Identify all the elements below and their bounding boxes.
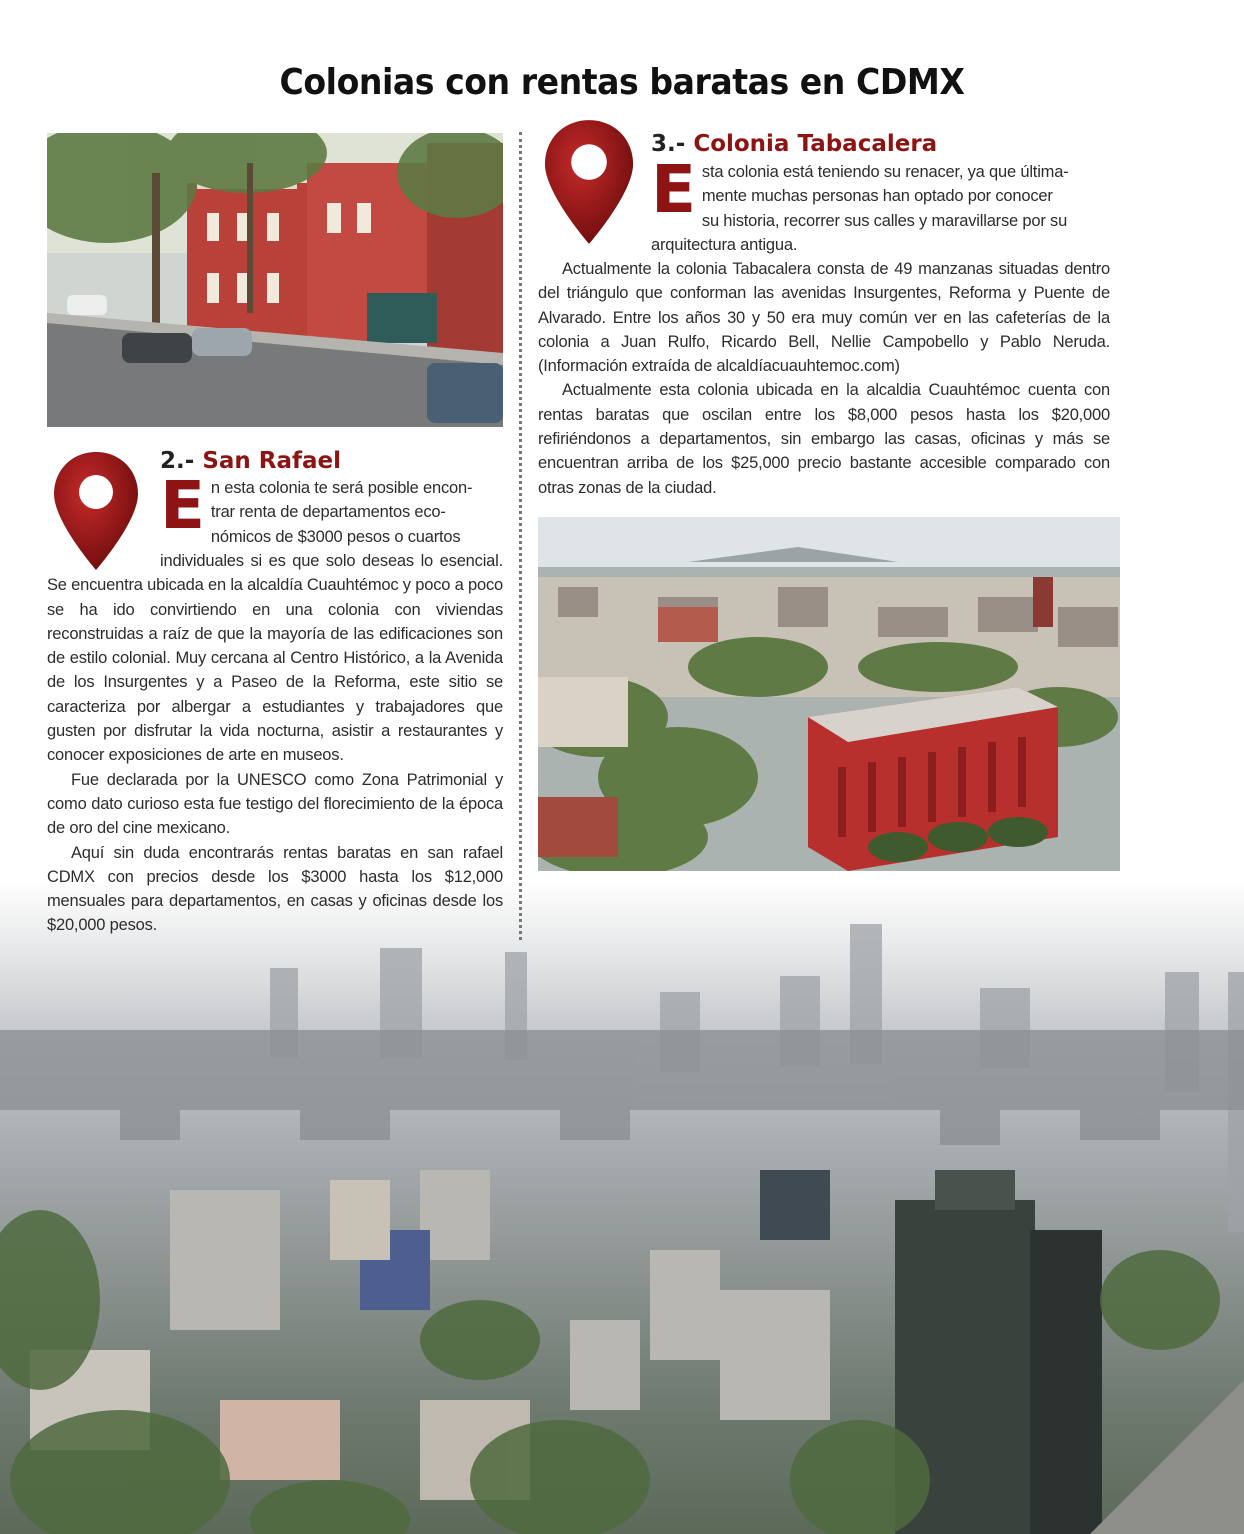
intro-line: sta colonia está teniendo su renacer, ya que última- (701, 163, 1069, 181)
paragraph-text: individuales si es que solo deseas lo esencial. Se encuentra ubicada en la alcaldía Cuauhtémoc y poco a poco se ha ido convirtiendo en una colonia con viviendas reconstruidas a raíz de que la mayoría de las edificaciones son de estilo colonial. Muy cercana al Centro Histórico, a la Avenida de los Insurgentes y a Paseo de la Reforma, este sitio se caracteriza por albergar a estudiantes y trabajadores que gusten por disfrutar la vida nocturna, asistir a restaurantes y conocer exposiciones de arte en museos. (47, 552, 503, 765)
intro-line: mente muchas personas han optado por conocer (701, 187, 1053, 206)
san-rafael-article (160, 467, 497, 549)
tabacalera-body (538, 257, 1110, 500)
paragraph: Actualmente esta colonia ubicada en la alcaldia Cuauhtémoc cuenta con rentas baratas que oscilan entre los $8,000 pesos hasta los $20,000 refiriéndonos a departamentos, sin embargo las casas, oficinas y más se encuentran arriba de los $25,000 precio bastante accesible comparado con otras zonas de la ciudad. (538, 381, 1110, 497)
city-skyline-background (0, 880, 1244, 1534)
intro-line: nómicos de $3000 pesos o cuartos (210, 527, 461, 546)
paragraph: arquitectura antigua. (651, 235, 798, 254)
map-pin-icon (540, 118, 638, 251)
san-rafael-street-photo (47, 133, 503, 427)
tabacalera-article (651, 151, 1111, 257)
intro-line: su historia, recorrer sus calles y maravillarse por su (701, 211, 1068, 230)
section-title: San Rafael (202, 448, 342, 474)
tabacalera-aerial-photo (538, 517, 1120, 871)
intro-line: trar renta de departamentos eco- (210, 503, 446, 522)
drop-cap: E (160, 467, 205, 544)
drop-cap: E (651, 151, 696, 228)
section-number: 2.- (160, 448, 195, 474)
paragraph: Aquí sin duda encontrarás rentas baratas en san rafael CDMX con precios desde los $3000 hasta los $12,000 mensuales para departamentos, en casas y oficinas desde los $20,000 pesos. (47, 843, 503, 935)
page-title: Colonias con rentas baratas en CDMX (279, 62, 965, 103)
section-title: Colonia Tabacalera (693, 131, 938, 157)
column-divider (519, 132, 522, 940)
intro-line: n esta colonia te será posible encon- (210, 479, 473, 497)
san-rafael-body (47, 549, 503, 938)
section-number: 3.- (651, 131, 686, 157)
paragraph (47, 549, 503, 768)
paragraph: Actualmente la colonia Tabacalera consta de 49 manzanas situadas dentro del triángulo que conforman las avenidas Insurgentes, Reforma y Puente de Alvarado. Entre los años 30 y 50 era muy común ver en las cafeterías de la colonia a Juan Rulfo, Ricardo Bell, Nellie Campobello y Pablo Neruda. (Información extraída de alcaldíacuauhtemoc.com) (538, 260, 1110, 376)
paragraph: Fue declarada por la UNESCO como Zona Patrimonial y como dato curioso esta fue testigo del florecimiento de la época de oro del cine mexicano. (47, 770, 503, 838)
